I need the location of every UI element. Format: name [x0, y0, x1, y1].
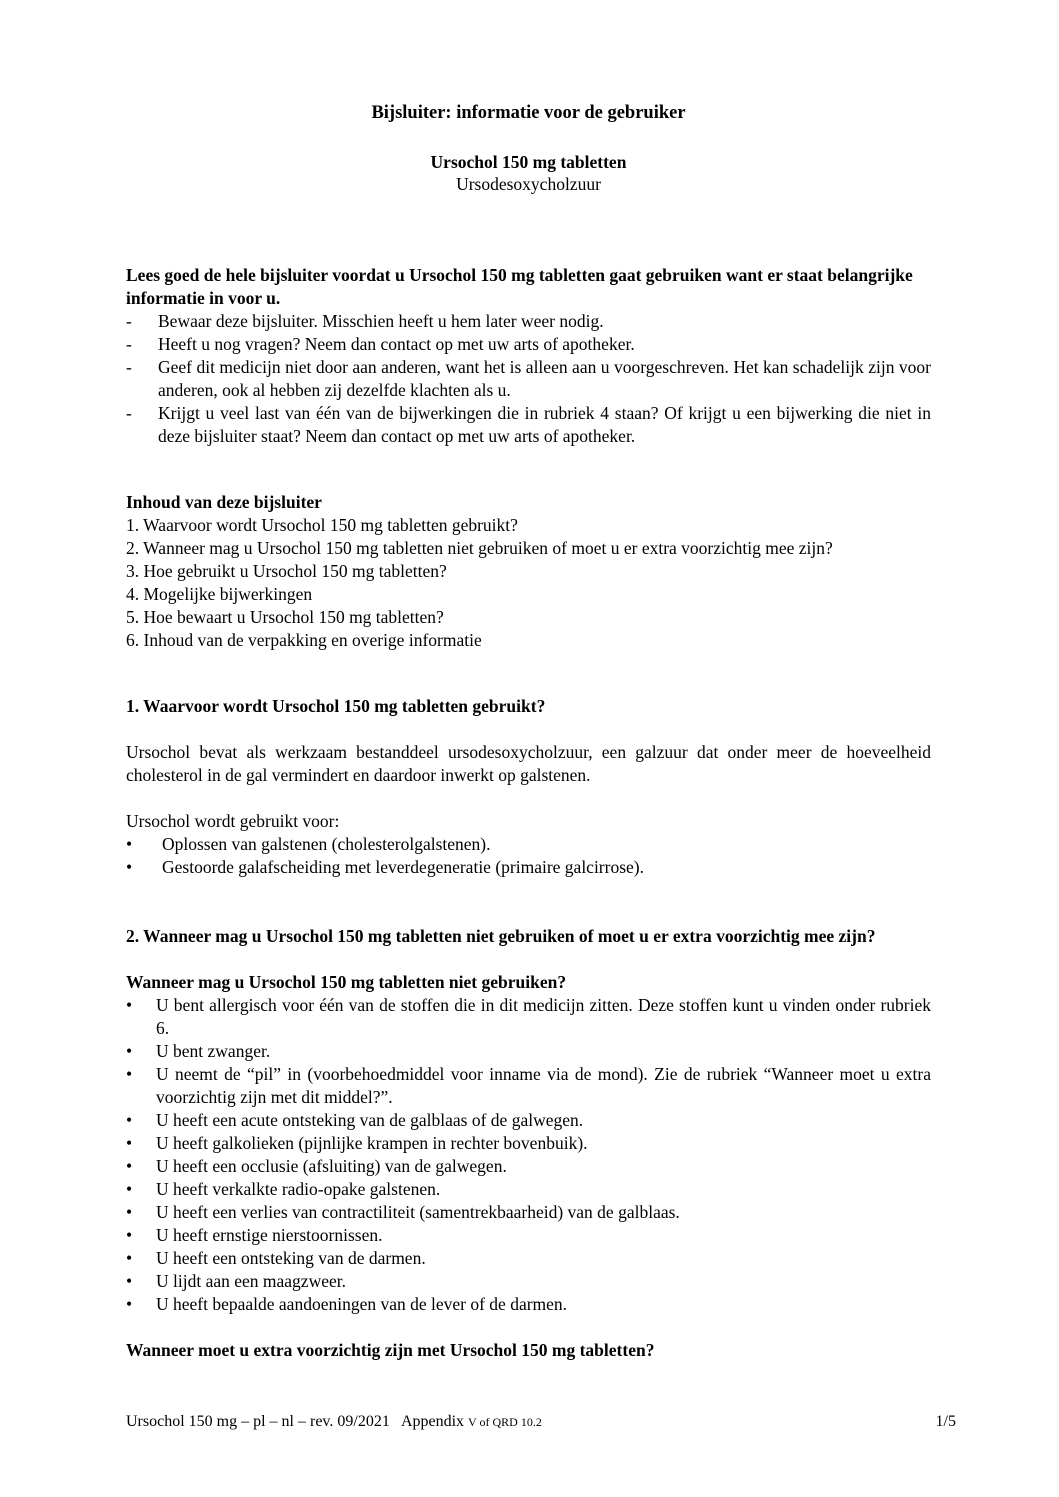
intro-heading: Lees goed de hele bijsluiter voordat u Ursochol 150 mg tabletten gaat gebruiken want er staat belangrijke informatie in voor u. — [126, 265, 913, 308]
list-item: • U bent zwanger. — [126, 1041, 271, 1061]
bullet-marker: • — [126, 1248, 133, 1268]
list-item: • U bent allergisch voor één van de stoffen die in dit medicijn zitten. Deze stoffen kunt u vinden onder rubriek 6. — [126, 995, 931, 1038]
active-substance: Ursodesoxycholzuur — [456, 174, 601, 194]
footer-reference: Ursochol 150 mg – pl – nl – rev. 09/2021 Appendix — [126, 1413, 469, 1430]
bullet-marker: • — [126, 1225, 133, 1245]
list-item: - Bewaar deze bijsluiter. Misschien heeft u hem later weer nodig. — [126, 311, 604, 331]
footer-appendix: V of QRD 10.2 — [468, 1415, 542, 1429]
bullet-marker: • — [126, 1179, 133, 1199]
bullet-marker: • — [126, 1064, 133, 1084]
list-item: • U heeft verkalkte radio-opake galstenen. — [126, 1179, 441, 1199]
page-number: 1/5 — [935, 1413, 956, 1430]
list-item: • U heeft galkolieken (pijnlijke krampen in rechter bovenbuik). — [126, 1133, 588, 1153]
toc-item: 6. Inhoud van de verpakking en overige informatie — [126, 630, 482, 650]
list-item: - Heeft u nog vragen? Neem dan contact op met uw arts of apotheker. — [126, 334, 635, 354]
toc-heading: Inhoud van deze bijsluiter — [126, 492, 322, 512]
dash-marker: - — [126, 334, 132, 354]
bullet-marker: • — [126, 857, 133, 877]
list-item: - Geef dit medicijn niet door aan anderen, want het is alleen aan u voorgeschreven. Het kan schadelijk zijn voor anderen, ook al hebben zij dezelfde klachten als u. — [126, 357, 931, 400]
bullet-marker: • — [126, 1202, 133, 1222]
contraindications-heading: Wanneer mag u Ursochol 150 mg tabletten niet gebruiken? — [126, 972, 567, 992]
list-item: • U heeft ernstige nierstoornissen. — [126, 1225, 383, 1245]
product-name: Ursochol 150 mg tabletten — [430, 152, 627, 172]
list-item: • U heeft een acute ontsteking van de galblaas of de galwegen. — [126, 1110, 584, 1130]
toc-item: 2. Wanneer mag u Ursochol 150 mg tabletten niet gebruiken of moet u er extra voorzichtig mee zijn? — [126, 538, 833, 558]
document-title: Bijsluiter: informatie voor de gebruiker — [371, 103, 686, 123]
page-footer — [126, 1413, 956, 1431]
bullet-marker: • — [126, 995, 133, 1015]
section-2-heading: 2. Wanneer mag u Ursochol 150 mg tabletten niet gebruiken of moet u er extra voorzichtig mee zijn? — [126, 926, 876, 946]
precautions-heading: Wanneer moet u extra voorzichtig zijn met Ursochol 150 mg tabletten? — [126, 1340, 655, 1360]
list-item: • U heeft bepaalde aandoeningen van de lever of de darmen. — [126, 1294, 568, 1314]
dash-marker: - — [126, 311, 132, 331]
dash-marker: - — [126, 403, 132, 423]
bullet-marker: • — [126, 1271, 133, 1291]
bullet-marker: • — [126, 1110, 133, 1130]
section-1-heading: 1. Waarvoor wordt Ursochol 150 mg tabletten gebruikt? — [126, 696, 546, 716]
bullet-marker: • — [126, 1133, 133, 1153]
list-item: • U heeft een occlusie (afsluiting) van de galwegen. — [126, 1156, 507, 1176]
list-item: • Oplossen van galstenen (cholesterolgalstenen). — [126, 834, 491, 854]
list-item: - Krijgt u veel last van één van de bijwerkingen die in rubriek 4 staan? Of krijgt u een bijwerking die niet in deze bijsluiter staat? Neem dan contact op met uw arts of apotheker. — [126, 403, 931, 446]
toc-item: 5. Hoe bewaart u Ursochol 150 mg tabletten? — [126, 607, 444, 627]
list-item: • U neemt de “pil” in (voorbehoedmiddel voor inname via de mond). Zie de rubriek “Wanneer moet u extra voorzichtig zijn met dit middel?”. — [126, 1064, 931, 1107]
list-item: • Gestoorde galafscheiding met leverdegeneratie (primaire galcirrose). — [126, 857, 644, 877]
toc-item: 4. Mogelijke bijwerkingen — [126, 584, 313, 604]
dash-marker: - — [126, 357, 132, 377]
bullet-marker: • — [126, 1041, 133, 1061]
section-2 — [126, 925, 931, 1362]
table-of-contents — [126, 491, 931, 652]
bullet-marker: • — [126, 834, 133, 854]
toc-item: 3. Hoe gebruikt u Ursochol 150 mg tabletten? — [126, 561, 447, 581]
list-item: • U heeft een ontsteking van de darmen. — [126, 1248, 426, 1268]
bullet-marker: • — [126, 1294, 133, 1314]
list-item: • U heeft een verlies van contractiliteit (samentrekbaarheid) van de galblaas. — [126, 1202, 680, 1222]
intro-block — [126, 264, 931, 448]
section-1 — [126, 695, 931, 879]
section-1-paragraph: Ursochol bevat als werkzaam bestanddeel ursodesoxycholzuur, een galzuur dat onder meer de hoeveelheid cholesterol in de gal vermindert en daardoor inwerkt op galstenen. — [126, 742, 931, 785]
toc-item: 1. Waarvoor wordt Ursochol 150 mg tabletten gebruikt? — [126, 515, 518, 535]
bullet-marker: • — [126, 1156, 133, 1176]
list-item: • U lijdt aan een maagzweer. — [126, 1271, 346, 1291]
uses-intro: Ursochol wordt gebruikt voor: — [126, 811, 340, 831]
